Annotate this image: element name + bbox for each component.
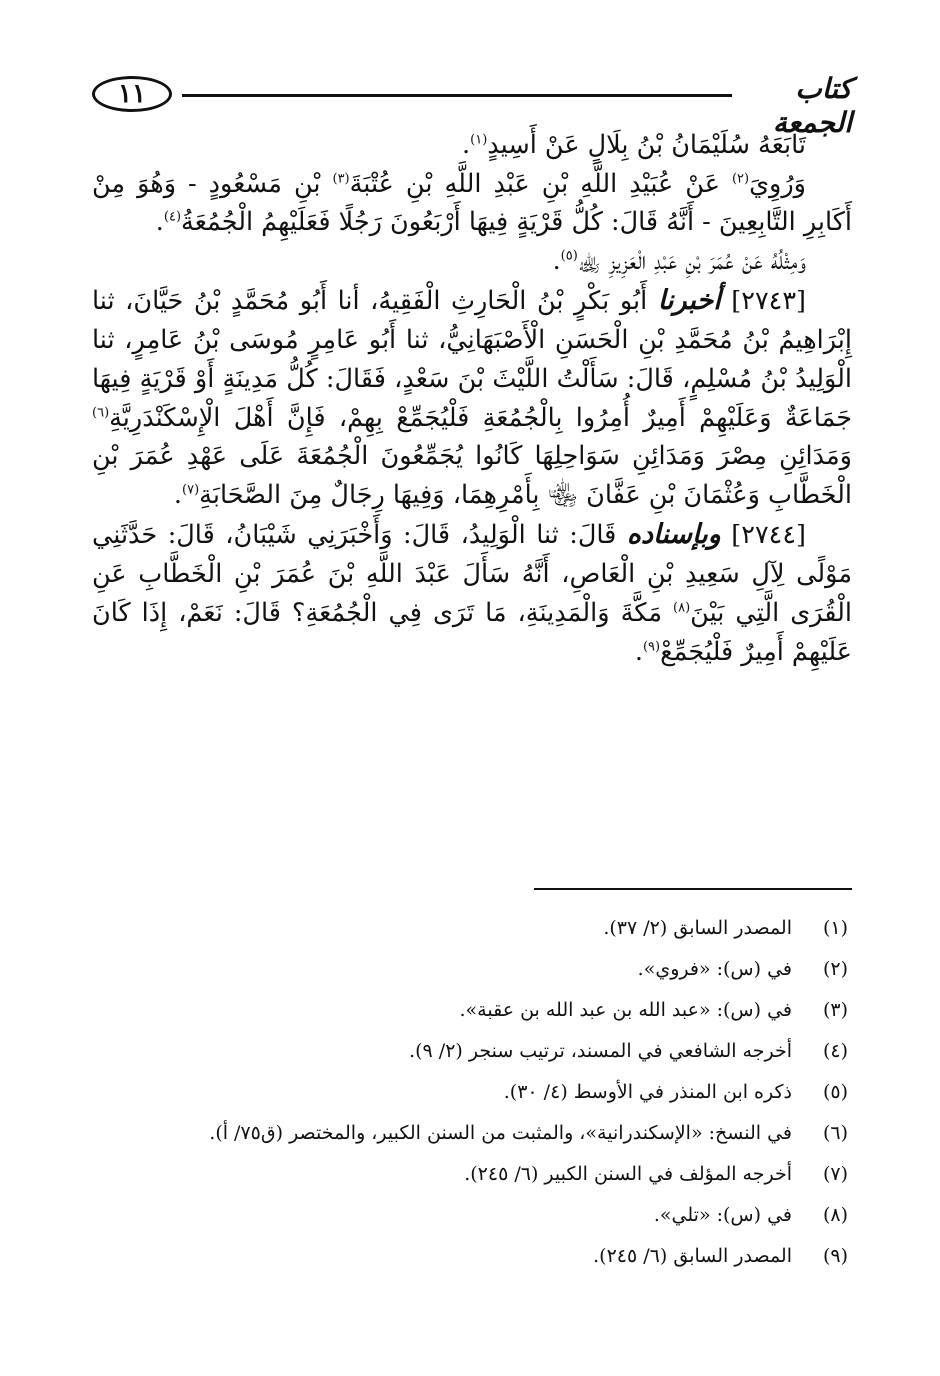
page-header xyxy=(92,70,852,139)
footnote-number: (٣) xyxy=(822,999,848,1021)
footnote-ref: (٢) xyxy=(731,171,750,187)
main-text xyxy=(92,126,852,671)
header-rule xyxy=(182,94,732,97)
footnote-ref: (٧) xyxy=(182,482,200,498)
footnote-number: (٧) xyxy=(822,1163,848,1185)
paragraph-text-cont: عَنْ عُبَيْدِ اللَّهِ بْنِ عَبْدِ اللَّهِ بْنِ عُتْبَةَ xyxy=(349,168,732,199)
footnote-text: أخرجه الشافعي في المسند، ترتيب سنجر (٢/ ٩). xyxy=(409,1040,792,1062)
hadith-text: قَالَ: ثنا الْوَلِيدُ، قَالَ: وَأَخْبَرَنِي شَيْبَانُ، قَالَ: حَدَّثَنِي مَوْلًى لِآلِ سَعِيدِ بْنِ الْعَاصِ، أَنَّهُ سَأَلَ عَبْدَ اللَّهِ بْنَ عُمَرَ بْنِ الْخَطَّابِ عَنِ الْقُرَى الَّتِي بَيْنَ xyxy=(92,519,852,629)
footnote-text: أخرجه المؤلف في السنن الكبير (٦/ ٢٤٥). xyxy=(464,1163,792,1185)
footnote-text: في النسخ: «الإسكندرانية»، والمثبت من السنن الكبير، والمختصر (ق٧٥/ أ). xyxy=(209,1122,792,1144)
footnote-item xyxy=(92,1236,852,1277)
footnote-item xyxy=(92,1031,852,1072)
footnote-number: (٦) xyxy=(822,1122,848,1144)
footnote-number: (٨) xyxy=(822,1204,848,1226)
hadith-lead: أخبرنا xyxy=(657,284,721,316)
footnote-text: المصدر السابق (٢/ ٣٧). xyxy=(603,917,792,939)
footnote-number: (٥) xyxy=(822,1081,848,1103)
hadith-end: . xyxy=(173,479,183,510)
footnote-ref: (٩) xyxy=(642,639,661,655)
hadith-text-cont: مَكَّةَ وَالْمَدِينَةِ، مَا تَرَى فِي الْجُمُعَةِ؟ قَالَ: نَعَمْ، إِذَا كَانَ عَلَيْهِمْ أَمِيرٌ فَلْيُجَمِّعْ xyxy=(92,598,852,667)
footnote-text: في (س): «تلي». xyxy=(653,1204,792,1226)
paragraph-ruwiya xyxy=(92,165,852,242)
footnote-text: في (س): «فروي». xyxy=(637,958,792,980)
footnote-item xyxy=(92,908,852,949)
footnote-ref: (١) xyxy=(470,132,488,148)
hadith-2744 xyxy=(92,515,852,672)
hadith-number: [٢٧٤٤] xyxy=(731,519,806,550)
page-number xyxy=(92,76,172,112)
hadith-number: [٢٧٤٣] xyxy=(731,285,806,316)
paragraph-mithluhu xyxy=(92,242,852,281)
footnote-text: ذكره ابن المنذر في الأوسط (٤/ ٣٠). xyxy=(503,1081,792,1103)
paragraph-end: . xyxy=(552,245,561,276)
footnotes xyxy=(92,908,852,1277)
paragraph-text: وَمِثْلُهُ عَنْ عُمَرَ بْنِ عَبْدِ الْعَزِيزِ ﵀ xyxy=(577,245,806,276)
paragraph-end: . xyxy=(155,207,164,238)
footnote-item xyxy=(92,990,852,1031)
footnote-ref: (٨) xyxy=(673,600,691,616)
hadith-lead: وبإسناده xyxy=(626,518,721,550)
footnote-text: في (س): «عبد الله بن عبد الله بن عقبة». xyxy=(459,999,792,1021)
footnote-ref: (٤) xyxy=(163,209,182,225)
hadith-text-cont: وَمَدَائِنِ مِصْرَ وَمَدَائِنِ سَوَاحِلِهَا كَانُوا يُجَمِّعُونَ الْجُمُعَةَ عَلَى عَهْدِ عُمَرَ بْنِ الْخَطَّابِ وَعُثْمَانَ بْنِ عَفَّانَ ﵄ بِأَمْرِهِمَا، وَفِيهَا رِجَالٌ مِنَ الصَّحَابَةِ xyxy=(92,441,852,510)
paragraph-end: . xyxy=(462,130,471,160)
footnote-item xyxy=(92,1154,852,1195)
footnote-item xyxy=(92,1195,852,1236)
hadith-text: أَبُو بَكْرٍ بْنُ الْحَارِثِ الْفَقِيهُ، أنا أَبُو مُحَمَّدٍ بْنُ حَيَّانَ، ثنا إِبْرَاهِيمُ بْنُ مُحَمَّدِ بْنِ الْحَسَنِ الْأَصْبَهَانِيُّ، ثنا أَبُو عَامِرٍ مُوسَى بْنُ عَامِرٍ، ثنا الْوَلِيدُ بْنُ مُسْلِمٍ، قَالَ: سَأَلْتُ اللَّيْثَ بْنَ سَعْدٍ، فَقَالَ: كُلُّ مَدِينَةٍ أَوْ قَرْيَةٍ فِيهَا جَمَاعَةٌ وَعَلَيْهِمْ أَمِيرٌ أُمِرُوا بِالْجُمُعَةِ فَلْيُجَمِّعْ بِهِمْ، فَإِنَّ أَهْلَ الْإِسْكَنْدَرِيَّةِ xyxy=(92,285,852,433)
paragraph-text: تَابَعَهُ سُلَيْمَانُ بْنُ بِلَالٍ عَنْ أَسِيدٍ xyxy=(487,130,806,160)
footnote-separator xyxy=(534,888,852,890)
footnote-ref: (٦) xyxy=(92,405,110,421)
footnote-item xyxy=(92,949,852,990)
hadith-2743 xyxy=(92,281,852,515)
book-title: كتاب الجمعة xyxy=(772,72,852,139)
footnote-number: (١) xyxy=(822,917,848,939)
footnote-item xyxy=(92,1113,852,1154)
hadith-end: . xyxy=(634,636,643,667)
footnote-ref: (٥) xyxy=(560,248,578,264)
footnote-number: (٩) xyxy=(822,1245,848,1267)
footnote-ref: (٣) xyxy=(332,171,350,187)
paragraph-tabaahu xyxy=(92,126,852,165)
footnote-text: المصدر السابق (٦/ ٢٤٥). xyxy=(593,1245,792,1267)
paragraph-text-cont: بْنِ مَسْعُودٍ - وَهُوَ مِنْ أَكَابِرِ التَّابِعِينَ - أَنَّهُ قَالَ: كُلُّ قَرْيَةٍ فِيهَا أَرْبَعُونَ رَجُلًا فَعَلَيْهِمُ الْجُمُعَةُ xyxy=(92,168,852,238)
footnote-number: (٢) xyxy=(822,958,848,980)
footnote-item xyxy=(92,1072,852,1113)
paragraph-text: وَرُوِيَ xyxy=(749,168,806,199)
footnote-number: (٤) xyxy=(822,1040,848,1062)
page-number-text: ١١ xyxy=(118,79,146,109)
